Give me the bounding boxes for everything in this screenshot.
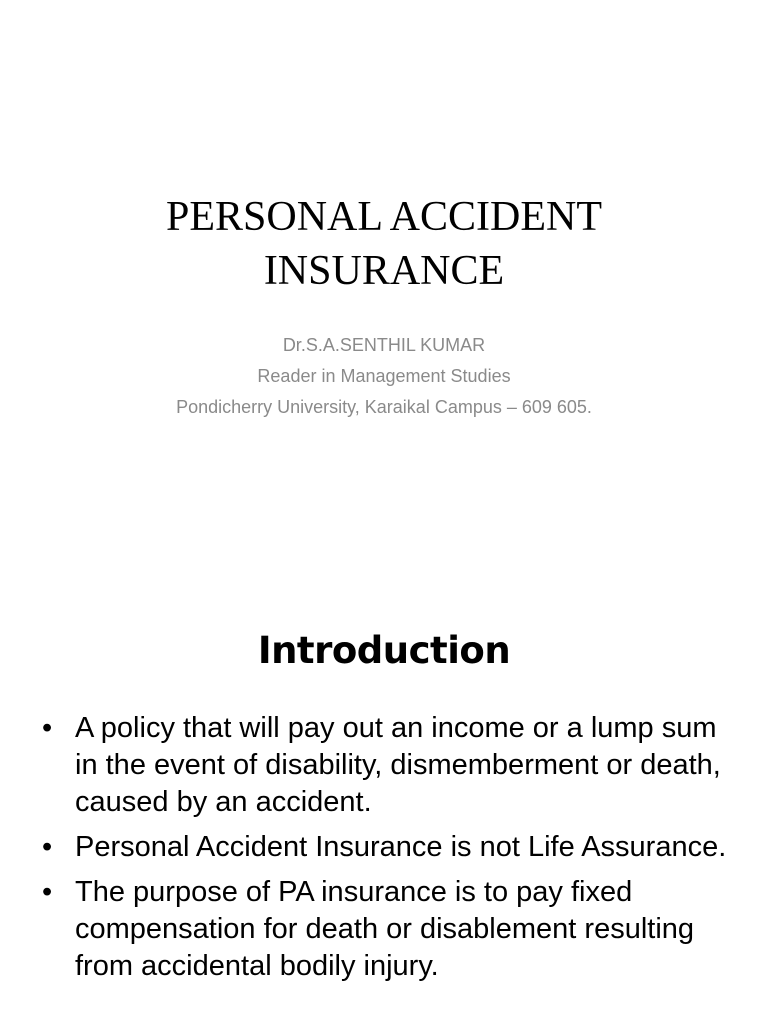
introduction-slide — [0, 576, 768, 1024]
slide-subtitle — [0, 330, 768, 423]
title-line: INSURANCE — [263, 248, 505, 294]
bullet-item — [40, 829, 740, 866]
bullet-text: A policy that will pay out an income or a lump sum in the event of disability, dismemberment or death, caused by an accident. — [75, 712, 721, 818]
slide-title — [0, 190, 768, 298]
author-name: Dr.S.A.SENTHIL KUMAR — [282, 335, 486, 355]
author-affiliation: Pondicherry University, Karaikal Campus – 609 605. — [176, 397, 592, 417]
author-role: Reader in Management Studies — [257, 366, 511, 386]
bullet-item — [40, 710, 740, 821]
bullet-icon: • — [42, 876, 53, 908]
slide-heading: Introduction — [257, 629, 511, 672]
bullet-text: Personal Accident Insurance is not Life Assurance. — [75, 831, 727, 863]
bullet-item — [40, 874, 740, 985]
bullet-text: The purpose of PA insurance is to pay fixed compensation for death or disablement resulting from accidental bodily injury. — [75, 876, 695, 982]
bullet-list — [40, 710, 740, 993]
bullet-icon: • — [42, 712, 53, 744]
bullet-icon: • — [42, 831, 53, 863]
title-line: PERSONAL ACCIDENT — [166, 194, 602, 240]
